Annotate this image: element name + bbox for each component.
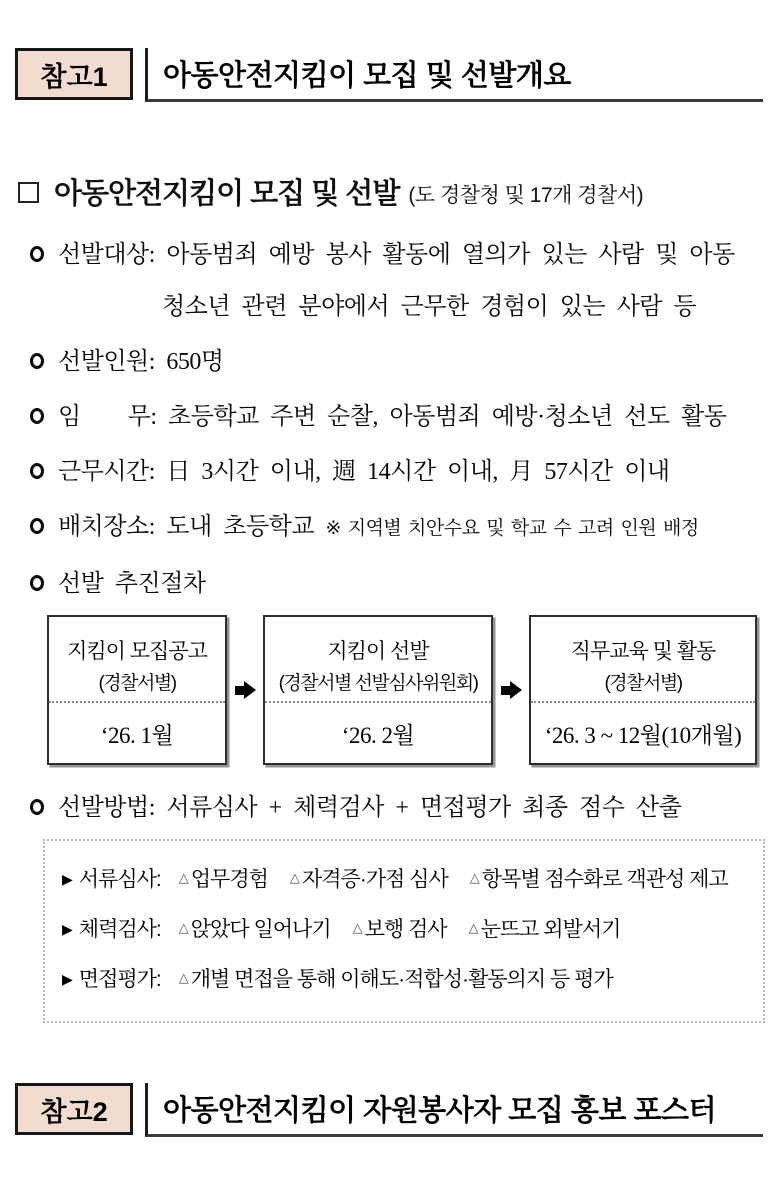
spacer (0, 1023, 779, 1083)
bullet-duty (30, 402, 765, 432)
method-item (353, 915, 447, 947)
bullet-procedure (30, 569, 765, 599)
section-heading-text: 아동안전지킴이 모집 및 선발 (54, 177, 400, 210)
method-bullet-wrap (30, 793, 765, 823)
bullet-hours-text: 근무시간: 日 3시간 이내, 週 14시간 이내, 月 57시간 이내 (58, 459, 670, 485)
method-item-text: 개별 면접을 통해 이해도·적합성·활동의지 등 평가 (190, 968, 613, 991)
circle-bullet-icon (30, 518, 44, 534)
ref1-badge: 참고1 (15, 48, 133, 100)
bullet-target (30, 240, 765, 322)
triangle-icon: △ (352, 920, 362, 935)
bullet-method-text: 선발방법: 서류심사 + 체력검사 + 면접평가 최종 점수 산출 (58, 795, 682, 821)
square-bullet-icon (18, 182, 39, 203)
flow-step-date: ‘26. 1월 (100, 722, 174, 748)
triangle-icon: △ (468, 920, 478, 935)
flow-step-selection (263, 615, 493, 765)
method-row-label: 체력검사: (78, 918, 161, 941)
arrow-right-icon (501, 681, 522, 699)
circle-bullet-icon (30, 246, 44, 262)
flow-step-announcement (47, 615, 227, 765)
ref1-title: 아동안전지킴이 모집 및 선발개요 (163, 60, 571, 92)
triangle-right-icon: ▶ (62, 971, 72, 987)
method-row-document (62, 865, 753, 897)
flow-step-subtitle: (경찰서별 선발심사위원회) (278, 673, 478, 694)
method-item-text: 눈뜨고 외발서기 (480, 918, 621, 941)
method-item-text: 항목별 점수화로 객관성 제고 (481, 868, 728, 891)
method-item-text: 업무경험 (190, 868, 268, 891)
method-item (179, 965, 613, 997)
ref1-header (15, 48, 763, 102)
triangle-icon: △ (289, 870, 299, 885)
selection-flow-diagram (47, 615, 779, 765)
circle-bullet-icon (30, 353, 44, 369)
document-page (0, 48, 779, 1178)
location-main: 배치장소: 도내 초등학교 (58, 514, 315, 540)
method-row-label: 서류심사: (78, 868, 161, 891)
flow-step-title: 지킴이 모집공고 (67, 640, 207, 663)
ref2-header (15, 1083, 763, 1137)
method-item (179, 865, 268, 897)
method-item (290, 865, 448, 897)
flow-step-date: ‘26. 2월 (341, 722, 415, 748)
ref1-title-rule (145, 48, 763, 102)
method-row-physical (62, 915, 753, 947)
bullet-list (30, 240, 765, 599)
section-heading-note: (도 경찰청 및 17개 경찰서) (408, 183, 644, 207)
triangle-icon: △ (178, 870, 188, 885)
target-line2: 청소년 관련 분야에서 근무한 경험이 있는 사람 등 (162, 294, 697, 320)
triangle-right-icon: ▶ (62, 921, 72, 937)
ref2-title: 아동안전지킴이 자원봉사자 모집 홍보 포스터 (163, 1095, 716, 1127)
method-item-text: 자격증·가점 심사 (301, 868, 448, 891)
circle-bullet-icon (30, 799, 44, 815)
bullet-hours (30, 457, 765, 487)
flow-step-date: ‘26. 3 ~ 12월(10개월) (544, 722, 742, 748)
circle-bullet-icon (30, 408, 44, 424)
method-item-text: 앉았다 일어나기 (190, 918, 331, 941)
bullet-target-text (58, 240, 765, 322)
ref2-title-rule (145, 1083, 763, 1137)
method-row-interview (62, 965, 753, 997)
method-item (469, 915, 621, 947)
bullet-headcount (30, 347, 765, 377)
bullet-headcount-text: 선발인원: 650명 (58, 349, 224, 375)
arrow-cell (493, 615, 529, 765)
triangle-icon: △ (178, 970, 188, 985)
location-note: ※ 지역별 치안수요 및 학교 수 고려 인원 배정 (325, 518, 699, 539)
arrow-right-icon (235, 681, 256, 699)
flow-step-subtitle: (경찰서별) (604, 673, 682, 694)
bullet-location-text (58, 512, 765, 544)
ref2-badge: 참고2 (15, 1083, 133, 1135)
flow-step-subtitle: (경찰서별) (98, 673, 176, 694)
bullet-procedure-text: 선발 추진절차 (58, 571, 206, 597)
method-item (179, 915, 331, 947)
method-item-text: 보행 검사 (364, 918, 447, 941)
flow-step-title: 지킴이 선발 (327, 640, 429, 663)
method-item (470, 865, 728, 897)
flow-step-training (529, 615, 757, 765)
method-detail-box (43, 839, 765, 1023)
arrow-cell (227, 615, 263, 765)
triangle-icon: △ (178, 920, 188, 935)
circle-bullet-icon (30, 463, 44, 479)
bullet-duty-text: 임 무: 초등학교 주변 순찰, 아동범죄 예방·청소년 선도 활동 (58, 404, 727, 430)
target-line1: 선발대상: 아동범죄 예방 봉사 활동에 열의가 있는 사람 및 아동 (58, 242, 735, 268)
bullet-location (30, 512, 765, 544)
triangle-right-icon: ▶ (62, 871, 72, 887)
flow-step-title: 직무교육 및 활동 (570, 640, 716, 663)
triangle-icon: △ (469, 870, 479, 885)
section-heading (18, 172, 779, 210)
circle-bullet-icon (30, 575, 44, 591)
method-row-label: 면접평가: (78, 968, 161, 991)
bullet-method (30, 793, 765, 823)
